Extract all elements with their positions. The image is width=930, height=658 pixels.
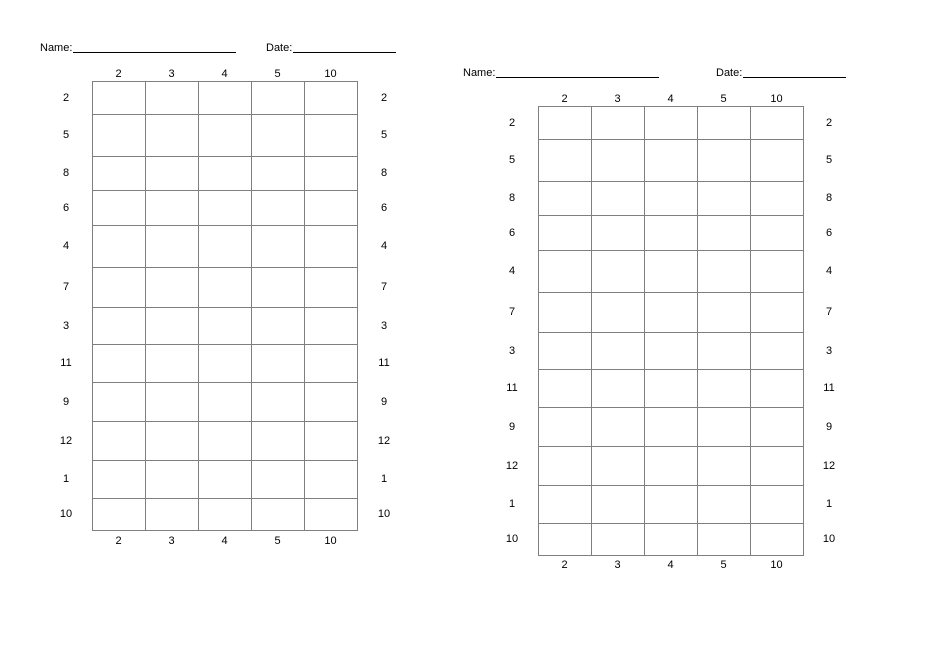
answer-cell[interactable] xyxy=(304,498,358,531)
answer-cell[interactable] xyxy=(251,225,305,268)
row-header-left: 9 xyxy=(62,395,70,408)
answer-cell[interactable] xyxy=(251,81,305,115)
row-header-right: 4 xyxy=(380,240,388,252)
row-header-left: 7 xyxy=(508,306,516,318)
row-header-left: 6 xyxy=(62,201,70,214)
answer-cell[interactable] xyxy=(697,106,751,140)
row-header-right: 8 xyxy=(825,192,833,204)
column-header-top: 2 xyxy=(561,93,568,105)
answer-cell[interactable] xyxy=(198,267,252,308)
answer-cell[interactable] xyxy=(538,485,592,524)
column-header-top: 3 xyxy=(614,93,621,105)
answer-cell[interactable] xyxy=(198,114,252,157)
row-header-right: 1 xyxy=(380,473,388,485)
name-label: Name: xyxy=(463,67,496,79)
row-header-left: 3 xyxy=(508,344,516,357)
column-header-bottom: 10 xyxy=(324,535,337,547)
answer-cell[interactable] xyxy=(750,485,804,524)
answer-cell[interactable] xyxy=(750,215,804,251)
answer-cell[interactable] xyxy=(644,181,698,216)
answer-cell[interactable] xyxy=(750,292,804,333)
answer-cell[interactable] xyxy=(538,250,592,293)
answer-cell[interactable] xyxy=(251,307,305,345)
column-header-bottom: 4 xyxy=(667,559,674,571)
row-header-right: 6 xyxy=(825,226,833,239)
answer-cell[interactable] xyxy=(198,81,252,115)
answer-cell[interactable] xyxy=(251,114,305,157)
answer-cell[interactable] xyxy=(92,382,146,422)
answer-cell[interactable] xyxy=(198,382,252,422)
row-header-left: 4 xyxy=(62,240,70,252)
row-header-right: 10 xyxy=(822,533,836,545)
answer-cell[interactable] xyxy=(538,369,592,408)
answer-cell[interactable] xyxy=(92,225,146,268)
answer-cell[interactable] xyxy=(304,460,358,499)
column-header-bottom: 5 xyxy=(720,559,727,571)
answer-cell[interactable] xyxy=(538,523,592,556)
column-header-bottom: 2 xyxy=(561,559,568,571)
answer-cell[interactable] xyxy=(697,446,751,486)
answer-cell[interactable] xyxy=(591,215,645,251)
row-header-right: 9 xyxy=(825,420,833,433)
answer-cell[interactable] xyxy=(304,344,358,383)
answer-cell[interactable] xyxy=(591,250,645,293)
row-header-left: 4 xyxy=(508,265,516,277)
row-header-left: 12 xyxy=(505,459,519,472)
answer-cell[interactable] xyxy=(591,446,645,486)
answer-cell[interactable] xyxy=(750,407,804,447)
answer-cell[interactable] xyxy=(697,407,751,447)
answer-cell[interactable] xyxy=(538,292,592,333)
row-header-left: 8 xyxy=(508,192,516,204)
answer-cell[interactable] xyxy=(92,267,146,308)
answer-cell[interactable] xyxy=(251,421,305,461)
answer-cell[interactable] xyxy=(644,250,698,293)
answer-cell[interactable] xyxy=(198,307,252,345)
answer-cell[interactable] xyxy=(697,250,751,293)
answer-cell[interactable] xyxy=(304,81,358,115)
answer-cell[interactable] xyxy=(697,215,751,251)
row-header-right: 7 xyxy=(380,281,388,293)
name-label: Name: xyxy=(40,42,73,54)
row-header-right: 5 xyxy=(380,129,388,141)
answer-cell[interactable] xyxy=(198,460,252,499)
row-header-left: 5 xyxy=(508,154,516,166)
answer-cell[interactable] xyxy=(750,523,804,556)
answer-cell[interactable] xyxy=(92,498,146,531)
answer-cell[interactable] xyxy=(304,225,358,268)
row-header-left: 5 xyxy=(62,129,70,141)
answer-cell[interactable] xyxy=(145,307,199,345)
column-header-bottom: 4 xyxy=(221,535,228,547)
answer-cell[interactable] xyxy=(304,190,358,226)
answer-cell[interactable] xyxy=(697,523,751,556)
answer-cell[interactable] xyxy=(750,139,804,182)
answer-cell[interactable] xyxy=(198,190,252,226)
row-header-right: 4 xyxy=(825,265,833,277)
answer-cell[interactable] xyxy=(304,267,358,308)
answer-cell[interactable] xyxy=(145,382,199,422)
answer-cell[interactable] xyxy=(198,344,252,383)
answer-cell[interactable] xyxy=(644,485,698,524)
answer-cell[interactable] xyxy=(145,498,199,531)
answer-cell[interactable] xyxy=(92,81,146,115)
column-header-top: 4 xyxy=(221,68,228,80)
answer-cell[interactable] xyxy=(644,523,698,556)
row-header-right: 12 xyxy=(377,434,391,447)
column-header-bottom: 5 xyxy=(274,535,281,547)
answer-cell[interactable] xyxy=(145,156,199,191)
row-header-left: 3 xyxy=(62,319,70,332)
row-header-right: 3 xyxy=(825,344,833,357)
answer-cell[interactable] xyxy=(251,344,305,383)
answer-cell[interactable] xyxy=(198,498,252,531)
row-header-right: 5 xyxy=(825,154,833,166)
answer-cell[interactable] xyxy=(304,382,358,422)
answer-cell[interactable] xyxy=(644,369,698,408)
column-header-top: 10 xyxy=(770,93,783,105)
answer-cell[interactable] xyxy=(92,190,146,226)
row-header-left: 11 xyxy=(60,357,72,369)
answer-cell[interactable] xyxy=(145,114,199,157)
answer-cell[interactable] xyxy=(145,81,199,115)
column-header-top: 3 xyxy=(168,68,175,80)
row-header-right: 6 xyxy=(380,201,388,214)
answer-cell[interactable] xyxy=(538,407,592,447)
answer-cell[interactable] xyxy=(304,156,358,191)
row-header-left: 10 xyxy=(505,533,519,545)
answer-cell[interactable] xyxy=(697,369,751,408)
answer-cell[interactable] xyxy=(92,307,146,345)
answer-cell[interactable] xyxy=(697,139,751,182)
column-header-top: 5 xyxy=(274,68,281,80)
answer-cell[interactable] xyxy=(538,181,592,216)
answer-cell[interactable] xyxy=(92,114,146,157)
column-header-bottom: 3 xyxy=(614,559,621,571)
row-header-left: 6 xyxy=(508,226,516,239)
answer-cell[interactable] xyxy=(750,369,804,408)
row-header-right: 8 xyxy=(380,167,388,179)
row-header-left: 9 xyxy=(508,420,516,433)
answer-cell[interactable] xyxy=(750,446,804,486)
row-header-left: 10 xyxy=(59,508,73,520)
answer-cell[interactable] xyxy=(251,267,305,308)
answer-cell[interactable] xyxy=(591,523,645,556)
row-header-left: 2 xyxy=(62,91,70,104)
answer-cell[interactable] xyxy=(92,421,146,461)
row-header-right: 3 xyxy=(380,319,388,332)
answer-cell[interactable] xyxy=(92,156,146,191)
answer-cell[interactable] xyxy=(591,181,645,216)
date-field[interactable] xyxy=(293,52,396,53)
row-header-left: 1 xyxy=(62,473,70,485)
row-header-right: 1 xyxy=(825,498,833,510)
answer-cell[interactable] xyxy=(591,106,645,140)
answer-cell[interactable] xyxy=(644,292,698,333)
row-header-right: 11 xyxy=(823,382,835,394)
answer-cell[interactable] xyxy=(538,215,592,251)
answer-cell[interactable] xyxy=(304,421,358,461)
row-header-left: 2 xyxy=(508,116,516,129)
column-header-bottom: 10 xyxy=(770,559,783,571)
answer-cell[interactable] xyxy=(304,307,358,345)
row-header-right: 12 xyxy=(822,459,836,472)
answer-cell[interactable] xyxy=(591,139,645,182)
name-field[interactable] xyxy=(496,77,659,78)
row-header-left: 12 xyxy=(59,434,73,447)
answer-cell[interactable] xyxy=(644,446,698,486)
column-header-top: 4 xyxy=(667,93,674,105)
answer-cell[interactable] xyxy=(145,344,199,383)
answer-cell[interactable] xyxy=(198,225,252,268)
answer-cell[interactable] xyxy=(697,485,751,524)
row-header-right: 7 xyxy=(825,306,833,318)
date-field[interactable] xyxy=(743,77,846,78)
name-field[interactable] xyxy=(73,52,236,53)
answer-cell[interactable] xyxy=(697,292,751,333)
answer-cell[interactable] xyxy=(644,407,698,447)
answer-cell[interactable] xyxy=(251,498,305,531)
answer-cell[interactable] xyxy=(251,382,305,422)
answer-cell[interactable] xyxy=(591,369,645,408)
answer-cell[interactable] xyxy=(750,332,804,370)
date-label: Date: xyxy=(716,67,743,79)
row-header-right: 10 xyxy=(377,508,391,520)
answer-cell[interactable] xyxy=(92,460,146,499)
column-header-top: 10 xyxy=(324,68,337,80)
answer-cell[interactable] xyxy=(538,139,592,182)
answer-cell[interactable] xyxy=(750,106,804,140)
answer-cell[interactable] xyxy=(304,114,358,157)
answer-cell[interactable] xyxy=(145,190,199,226)
answer-cell[interactable] xyxy=(92,344,146,383)
answer-cell[interactable] xyxy=(697,181,751,216)
column-header-bottom: 3 xyxy=(168,535,175,547)
answer-cell[interactable] xyxy=(198,156,252,191)
answer-cell[interactable] xyxy=(145,460,199,499)
answer-cell[interactable] xyxy=(644,106,698,140)
date-label: Date: xyxy=(266,42,293,54)
answer-cell[interactable] xyxy=(145,267,199,308)
answer-cell[interactable] xyxy=(538,106,592,140)
answer-cell[interactable] xyxy=(145,421,199,461)
answer-cell[interactable] xyxy=(251,156,305,191)
row-header-left: 8 xyxy=(62,167,70,179)
row-header-left: 11 xyxy=(506,382,518,394)
answer-cell[interactable] xyxy=(644,139,698,182)
row-header-right: 2 xyxy=(380,91,388,104)
answer-cell[interactable] xyxy=(538,332,592,370)
row-header-right: 9 xyxy=(380,395,388,408)
answer-cell[interactable] xyxy=(591,485,645,524)
row-header-right: 11 xyxy=(378,357,390,369)
answer-cell[interactable] xyxy=(591,407,645,447)
answer-cell[interactable] xyxy=(697,332,751,370)
row-header-left: 1 xyxy=(508,498,516,510)
answer-cell[interactable] xyxy=(750,181,804,216)
row-header-left: 7 xyxy=(62,281,70,293)
column-header-top: 2 xyxy=(115,68,122,80)
answer-cell[interactable] xyxy=(591,292,645,333)
column-header-top: 5 xyxy=(720,93,727,105)
row-header-right: 2 xyxy=(825,116,833,129)
column-header-bottom: 2 xyxy=(115,535,122,547)
answer-cell[interactable] xyxy=(644,332,698,370)
answer-cell[interactable] xyxy=(591,332,645,370)
answer-cell[interactable] xyxy=(198,421,252,461)
answer-cell[interactable] xyxy=(750,250,804,293)
answer-cell[interactable] xyxy=(251,190,305,226)
answer-cell[interactable] xyxy=(251,460,305,499)
answer-cell[interactable] xyxy=(145,225,199,268)
answer-cell[interactable] xyxy=(644,215,698,251)
answer-cell[interactable] xyxy=(538,446,592,486)
